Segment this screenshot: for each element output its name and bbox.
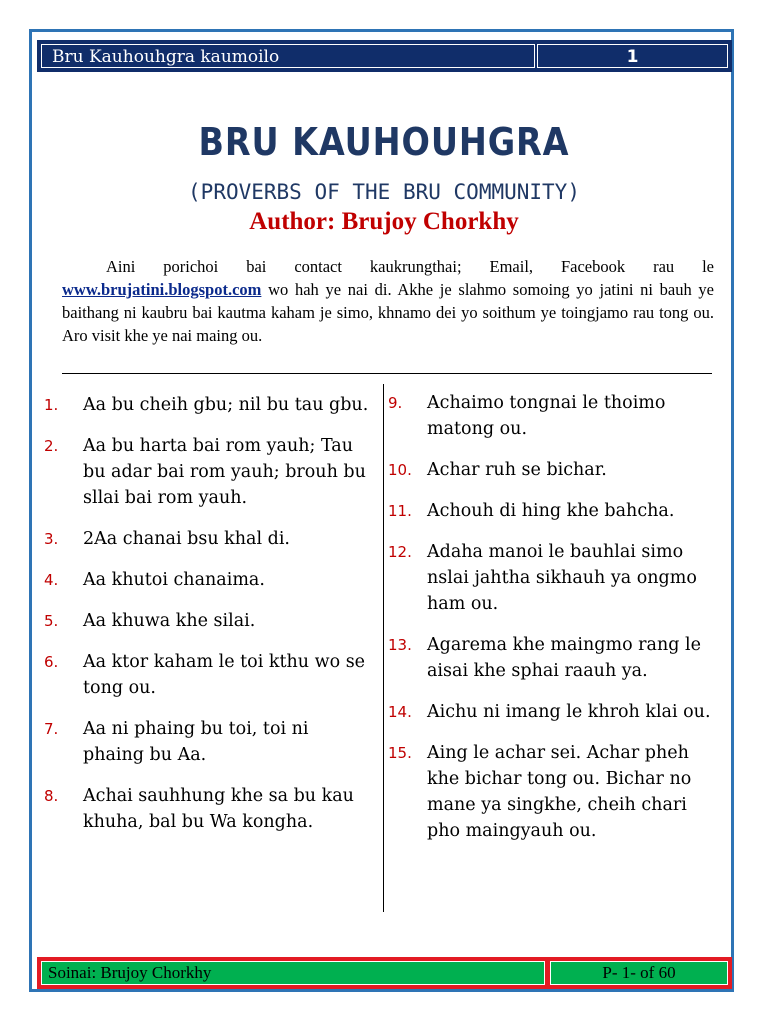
proverb-text: Achouh di hing khe bahcha.	[427, 501, 675, 521]
intro-text-part1: Aini porichoi bai contact kaukrungthai; Email, Facebook rau le	[106, 257, 714, 276]
proverb-number: 6.	[44, 653, 59, 671]
proverb-text: Aa ktor kaham le toi kthu wo se tong ou.	[83, 652, 366, 698]
header-doc-title: Bru Kauhouhgra kaumoilo	[41, 44, 535, 68]
proverb-text: Aing le achar sei. Achar pheh khe bichar tong ou. Bichar no mane ya singkhe, cheih chari pho maingyauh ou.	[427, 743, 692, 841]
footer-author: Soinai: Brujoy Chorkhy	[41, 961, 545, 985]
proverb-item	[44, 649, 374, 701]
page-header	[37, 40, 732, 72]
proverb-item	[44, 567, 374, 593]
author-line: Author: Brujoy Chorkhy	[249, 208, 519, 235]
proverb-number: 12.	[388, 543, 412, 561]
proverb-text: Aa khuwa khe silai.	[83, 611, 256, 631]
page-subtitle: (PROVERBS OF THE BRU COMMUNITY)	[188, 180, 580, 204]
proverb-item	[388, 539, 718, 617]
proverb-item	[388, 498, 718, 524]
proverb-item	[44, 526, 374, 552]
intro-paragraph	[62, 255, 714, 347]
proverb-number: 8.	[44, 787, 59, 805]
proverb-text: 2Aa chanai bsu khal di.	[83, 529, 290, 549]
proverb-text: Aa khutoi chanaima.	[83, 570, 265, 590]
proverb-item	[44, 608, 374, 634]
section-divider	[62, 373, 712, 374]
proverb-item	[44, 433, 374, 511]
proverb-number: 7.	[44, 720, 59, 738]
proverb-text: Adaha manoi le bauhlai simo nslai jahtha sikhauh ya ongmo ham ou.	[427, 542, 697, 614]
proverb-number: 15.	[388, 744, 412, 762]
proverb-number: 9.	[388, 394, 403, 412]
footer-page-count: P- 1- of 60	[550, 961, 728, 985]
proverb-item	[388, 632, 718, 684]
proverb-item	[388, 457, 718, 483]
proverb-item	[44, 783, 374, 835]
proverb-number: 3.	[44, 530, 59, 548]
proverb-number: 14.	[388, 703, 412, 721]
proverb-text: Agarema khe maingmo rang le aisai khe sphai raauh ya.	[427, 635, 701, 681]
proverbs-right-column	[388, 390, 718, 859]
proverb-text: Aa bu harta bai rom yauh; Tau bu adar bai rom yauh; brouh bu sllai bai rom yauh.	[83, 436, 366, 508]
proverb-item	[44, 716, 374, 768]
proverb-text: Achaimo tongnai le thoimo matong ou.	[427, 393, 666, 439]
intro-text-part2: wo hah ye nai di. Akhe je slahmo somoing yo jatini ni bauh ye baithang ni kaubru bai kautma kaham je simo, khnamo dei yo soithum ye toingjamo rau tong ou. Aro visit khe ye nai maing ou.	[62, 280, 714, 345]
proverb-text: Aa ni phaing bu toi, toi ni phaing bu Aa.	[83, 719, 309, 765]
blog-link[interactable]: www.brujatini.blogspot.com	[62, 280, 262, 299]
proverb-number: 13.	[388, 636, 412, 654]
proverb-text: Achar ruh se bichar.	[427, 460, 607, 480]
header-page-number: 1	[537, 44, 728, 68]
proverb-item	[44, 392, 374, 418]
proverb-number: 5.	[44, 612, 59, 630]
proverb-text: Aichu ni imang le khroh klai ou.	[427, 702, 711, 722]
proverb-text: Achai sauhhung khe sa bu kau khuha, bal bu Wa kongha.	[83, 786, 354, 832]
proverb-text: Aa bu cheih gbu; nil bu tau gbu.	[83, 395, 369, 415]
proverb-number: 1.	[44, 396, 59, 414]
proverb-item	[388, 740, 718, 844]
page-footer	[37, 957, 732, 989]
proverb-number: 11.	[388, 502, 412, 520]
page-title: BRU KAUHOUHGRA	[198, 120, 570, 164]
proverb-number: 2.	[44, 437, 59, 455]
proverb-number: 4.	[44, 571, 59, 589]
proverb-number: 10.	[388, 461, 412, 479]
proverb-item	[388, 699, 718, 725]
proverb-item	[388, 390, 718, 442]
column-divider	[383, 384, 384, 912]
proverbs-left-column	[44, 392, 374, 850]
